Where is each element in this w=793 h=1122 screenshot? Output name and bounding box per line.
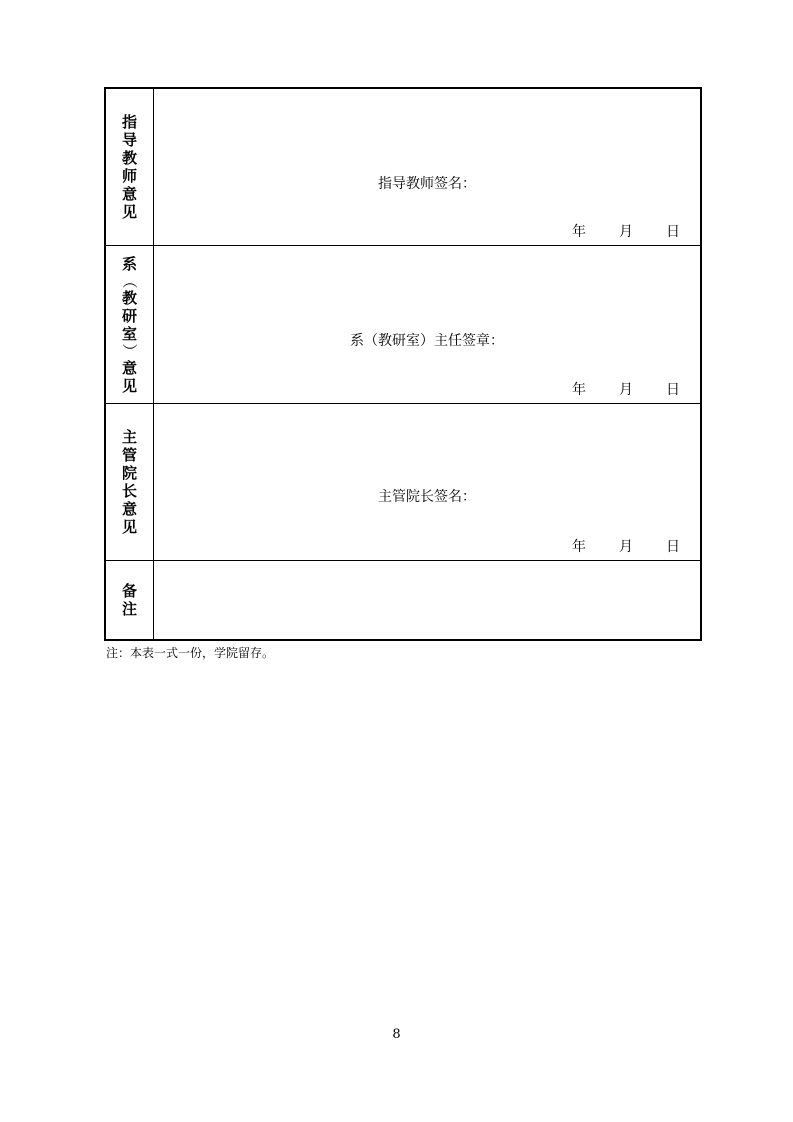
advisor-opinion-row xyxy=(106,89,700,246)
form-note: 注：本表一式一份，学院留存。 xyxy=(106,646,275,660)
date-day-label: 日 xyxy=(666,224,680,240)
remarks-label-cell xyxy=(106,561,154,639)
department-opinion-label xyxy=(122,255,137,395)
page-number: 8 xyxy=(392,1027,401,1042)
dean-opinion-label xyxy=(122,428,137,536)
advisor-opinion-content[interactable] xyxy=(154,89,700,245)
label-paren: （ xyxy=(120,272,139,289)
department-date xyxy=(572,379,680,399)
label-char: 管 xyxy=(121,446,137,464)
dean-date xyxy=(572,536,680,556)
date-year-label: 年 xyxy=(572,382,586,398)
date-month-label: 月 xyxy=(619,224,633,240)
date-year-label: 年 xyxy=(572,539,586,555)
dean-opinion-row xyxy=(106,404,700,561)
date-month-label: 月 xyxy=(619,382,633,398)
label-char: 见 xyxy=(121,376,137,395)
advisor-signature-label: 指导教师签名： xyxy=(378,176,476,192)
department-signature-label: 系（教研室）主任签章： xyxy=(350,333,504,349)
remarks-content[interactable] xyxy=(154,561,700,639)
label-char: 注 xyxy=(121,600,137,618)
label-char: 长 xyxy=(121,482,137,500)
advisor-date xyxy=(572,221,680,241)
label-paren: ） xyxy=(120,342,139,359)
advisor-opinion-label-cell xyxy=(106,89,154,245)
dean-opinion-label-cell xyxy=(106,404,154,560)
date-day-label: 日 xyxy=(666,382,680,398)
advisor-opinion-label xyxy=(122,113,137,221)
label-char: 主 xyxy=(121,428,137,446)
dean-signature-label: 主管院长签名： xyxy=(378,489,476,505)
date-month-label: 月 xyxy=(619,539,633,555)
label-char: 见 xyxy=(121,203,137,221)
label-char: 意 xyxy=(121,185,137,203)
label-char: 见 xyxy=(121,518,137,536)
dean-opinion-content[interactable] xyxy=(154,404,700,560)
label-char: 研 xyxy=(121,306,137,325)
label-char: 教 xyxy=(121,149,137,167)
label-char: 意 xyxy=(121,358,137,377)
approval-form-table xyxy=(104,87,702,641)
department-opinion-row xyxy=(106,246,700,404)
label-char: 指 xyxy=(121,113,137,131)
label-char: 院 xyxy=(121,464,137,482)
label-char: 系 xyxy=(121,254,137,273)
label-char: 室 xyxy=(121,324,137,343)
department-opinion-label-cell xyxy=(106,246,154,403)
remarks-label xyxy=(122,582,137,618)
date-day-label: 日 xyxy=(666,539,680,555)
label-char: 师 xyxy=(121,167,137,185)
department-opinion-content[interactable] xyxy=(154,246,700,403)
label-char: 教 xyxy=(121,288,137,307)
label-char: 导 xyxy=(121,131,137,149)
label-char: 意 xyxy=(121,500,137,518)
remarks-row xyxy=(106,561,700,639)
label-char: 备 xyxy=(121,582,137,600)
date-year-label: 年 xyxy=(572,224,586,240)
